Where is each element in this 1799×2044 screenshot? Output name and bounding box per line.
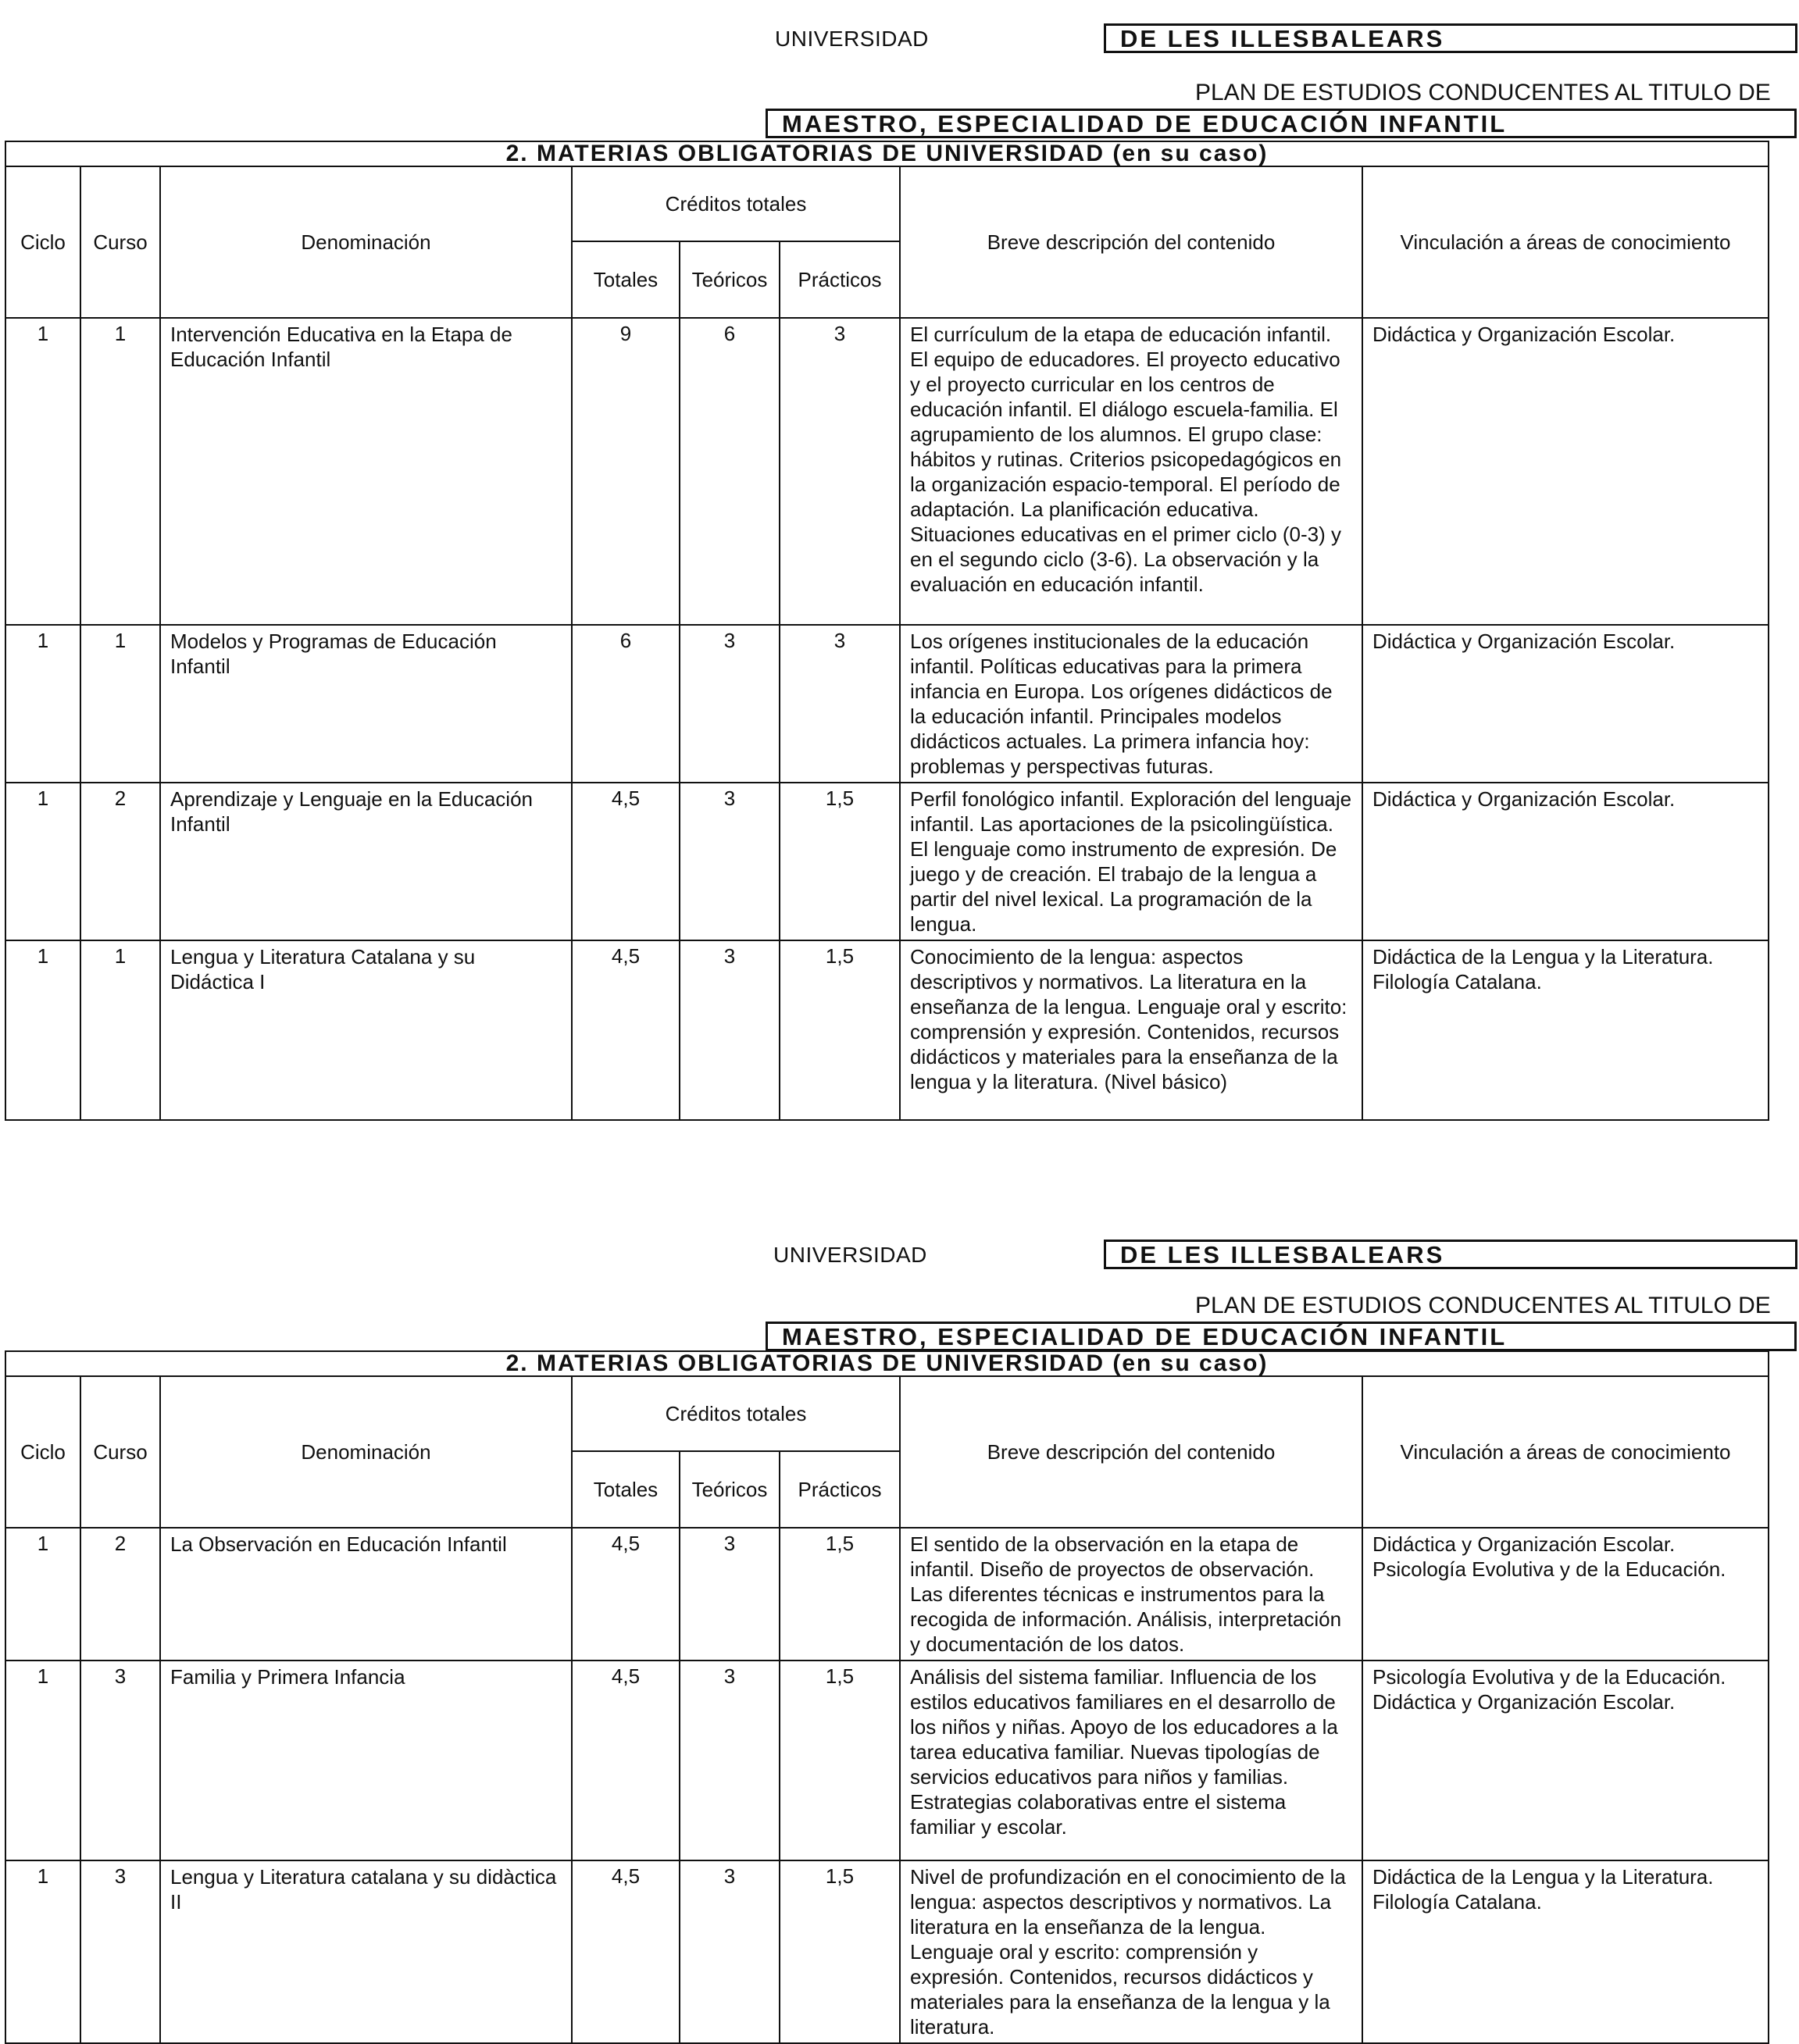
header-practicos: Prácticos [780,1451,900,1528]
cell-curso: 2 [80,1528,160,1661]
cell-practicos: 1,5 [780,940,900,1120]
cell-denominacion: La Observación en Educación Infantil [160,1528,572,1661]
cell-teoricos: 3 [680,783,780,940]
header-curso: Curso [80,166,160,318]
cell-totales: 6 [572,625,680,783]
table-row [5,1860,1769,2043]
header-vinculacion: Vinculación a áreas de conocimiento [1362,1376,1769,1528]
cell-denominacion: Aprendizaje y Lenguaje en la Educación Infantil [160,783,572,940]
cell-teoricos: 3 [680,940,780,1120]
cell-curso: 2 [80,783,160,940]
cell-curso: 1 [80,318,160,625]
materias-table [5,141,1769,1121]
cell-totales: 4,5 [572,1860,680,2043]
cell-vinculacion: Psicología Evolutiva y de la Educación. Didáctica y Organización Escolar. [1362,1661,1769,1860]
universidad-label: UNIVERSIDAD [773,1243,927,1267]
cell-vinculacion: Didáctica y Organización Escolar. Psicología Evolutiva y de la Educación. [1362,1528,1769,1661]
cell-totales: 4,5 [572,783,680,940]
cell-teoricos: 6 [680,318,780,625]
header-totales: Totales [572,241,680,318]
cell-descripcion: El sentido de la observación en la etapa de infantil. Diseño de proyectos de observación. Las diferentes técnicas e instrumentos para la recogida de información. Análisis, interpretación y documentación de los datos. [900,1528,1362,1661]
table-row [5,318,1769,625]
cell-denominacion: Familia y Primera Infancia [160,1661,572,1860]
universidad-name: DE LES ILLESBALEARS [1104,23,1797,53]
header-teoricos: Teóricos [680,241,780,318]
cell-totales: 4,5 [572,940,680,1120]
titulo-box: MAESTRO, ESPECIALIDAD DE EDUCACIÓN INFANTIL [766,1322,1797,1351]
cell-curso: 1 [80,625,160,783]
cell-ciclo: 1 [5,1860,80,2043]
cell-practicos: 1,5 [780,1528,900,1661]
table-row [5,1528,1769,1661]
cell-descripcion: El currículum de la etapa de educación infantil. El equipo de educadores. El proyecto educativo y el proyecto curricular en los centros de educación infantil. El diálogo escuela-familia. El agrupamiento de los alumnos. El grupo clase: hábitos y rutinas. Criterios psicopedagógicos en la organización espacio-temporal. El período de adaptación. La planificación educativa. Situaciones educativas en el primer ciclo (0-3) y en el segundo ciclo (3-6). La observación y la evaluación en educación infantil. [900,318,1362,625]
cell-practicos: 1,5 [780,1661,900,1860]
cell-vinculacion: Didáctica y Organización Escolar. [1362,783,1769,940]
cell-denominacion: Lengua y Literatura catalana y su didàctica II [160,1860,572,2043]
table-row [5,625,1769,783]
table-row [5,783,1769,940]
materias-table [5,1350,1769,2044]
header-ciclo: Ciclo [5,166,80,318]
header-creditos: Créditos totales [572,166,900,241]
table-row [5,940,1769,1120]
cell-practicos: 3 [780,318,900,625]
table-row [5,1661,1769,1860]
header-descripcion: Breve descripción del contenido [900,166,1362,318]
header-totales: Totales [572,1451,680,1528]
cell-ciclo: 1 [5,783,80,940]
cell-curso: 1 [80,940,160,1120]
plan-label: PLAN DE ESTUDIOS CONDUCENTES AL TITULO DE [1195,80,1771,105]
cell-ciclo: 1 [5,1661,80,1860]
cell-ciclo: 1 [5,940,80,1120]
header-creditos: Créditos totales [572,1376,900,1451]
header-teoricos: Teóricos [680,1451,780,1528]
cell-descripcion: Los orígenes institucionales de la educación infantil. Políticas educativas para la primera infancia en Europa. Los orígenes didácticos de la educación infantil. Principales modelos didácticos actuales. La primera infancia hoy: problemas y perspectivas futuras. [900,625,1362,783]
header-vinculacion: Vinculación a áreas de conocimiento [1362,166,1769,318]
header-denominacion: Denominación [160,1376,572,1528]
cell-ciclo: 1 [5,1528,80,1661]
cell-teoricos: 3 [680,625,780,783]
universidad-name: DE LES ILLESBALEARS [1104,1240,1797,1269]
cell-denominacion: Modelos y Programas de Educación Infantil [160,625,572,783]
header-descripcion: Breve descripción del contenido [900,1376,1362,1528]
cell-denominacion: Intervención Educativa en la Etapa de Educación Infantil [160,318,572,625]
cell-vinculacion: Didáctica de la Lengua y la Literatura. Filología Catalana. [1362,940,1769,1120]
cell-descripcion: Nivel de profundización en el conocimiento de la lengua: aspectos descriptivos y normativos. La literatura en la enseñanza de la lengua. Lenguaje oral y escrito: comprensión y expresión. Contenidos, recursos didácticos y materiales para la enseñanza de la lengua y la literatura. [900,1860,1362,2043]
cell-denominacion: Lengua y Literatura Catalana y su Didáctica I [160,940,572,1120]
header-practicos: Prácticos [780,241,900,318]
plan-label: PLAN DE ESTUDIOS CONDUCENTES AL TITULO DE [1195,1293,1771,1318]
cell-descripcion: Conocimiento de la lengua: aspectos descriptivos y normativos. La literatura en la enseñanza de la lengua. Lenguaje oral y escrito: comprensión y expresión. Contenidos, recursos didácticos y materiales para la enseñanza de la lengua y la literatura. (Nivel básico) [900,940,1362,1120]
cell-teoricos: 3 [680,1860,780,2043]
cell-ciclo: 1 [5,625,80,783]
page-block-2 [0,1215,1799,2042]
cell-totales: 4,5 [572,1661,680,1860]
cell-practicos: 1,5 [780,1860,900,2043]
cell-curso: 3 [80,1860,160,2043]
cell-practicos: 1,5 [780,783,900,940]
section-title: 2. MATERIAS OBLIGATORIAS DE UNIVERSIDAD (en su caso) [5,141,1769,166]
cell-descripcion: Análisis del sistema familiar. Influencia de los estilos educativos familiares en el desarrollo de los niños y niñas. Apoyo de los educadores a la tarea educativa familiar. Nuevas tipologías de servicios educativos para niños y familias. Estrategias colaborativas entre el sistema familiar y escolar. [900,1661,1362,1860]
cell-descripcion: Perfil fonológico infantil. Exploración del lenguaje infantil. Las aportaciones de la psicolingüística. El lenguaje como instrumento de expresión. De juego y de creación. El trabajo de la lengua a partir del nivel lexical. La programación de la lengua. [900,783,1362,940]
cell-ciclo: 1 [5,318,80,625]
cell-practicos: 3 [780,625,900,783]
cell-totales: 4,5 [572,1528,680,1661]
section-title: 2. MATERIAS OBLIGATORIAS DE UNIVERSIDAD (en su caso) [5,1351,1769,1376]
header-ciclo: Ciclo [5,1376,80,1528]
header-denominacion: Denominación [160,166,572,318]
cell-curso: 3 [80,1661,160,1860]
cell-vinculacion: Didáctica de la Lengua y la Literatura. Filología Catalana. [1362,1860,1769,2043]
cell-totales: 9 [572,318,680,625]
cell-teoricos: 3 [680,1661,780,1860]
cell-vinculacion: Didáctica y Organización Escolar. [1362,318,1769,625]
header-curso: Curso [80,1376,160,1528]
titulo-box: MAESTRO, ESPECIALIDAD DE EDUCACIÓN INFANTIL [766,109,1797,138]
cell-teoricos: 3 [680,1528,780,1661]
cell-vinculacion: Didáctica y Organización Escolar. [1362,625,1769,783]
universidad-label: UNIVERSIDAD [775,27,929,51]
